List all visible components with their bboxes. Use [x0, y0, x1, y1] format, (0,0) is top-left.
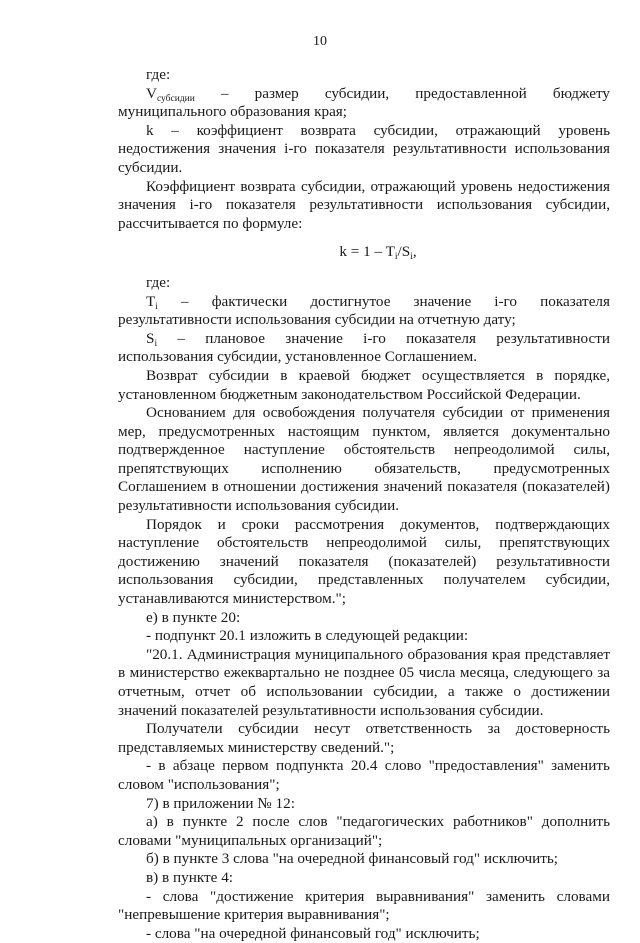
- t-definition-text: – фактически достигнутое значение i-го показателя результативности использования субсидии на отчетную дату;: [118, 292, 610, 329]
- change-criterion-words: - слова "достижение критерия выравнивания" заменить словами "непревышение критерия выравнивания";: [118, 887, 610, 924]
- v-definition: [118, 85, 610, 122]
- s-definition-text: – плановое значение i-го показателя результативности использования субсидии, установленное Соглашением.: [118, 329, 610, 366]
- item-v-point-4: в) в пункте 4:: [146, 868, 234, 886]
- item-a-point-2: а) в пункте 2 после слов "педагогических работников" дополнить словами "муниципальных организаций";: [118, 813, 610, 849]
- paragraph-return-order: Возврат субсидии в краевой бюджет осуществляется в порядке, установленном бюджетным законодательством Российской Федерации.: [118, 366, 610, 403]
- subitem-20-4-change: - в абзаце первом подпункта 20.4 слово "предоставления" заменить словом "использования";: [118, 757, 610, 793]
- formula-part-3: ,: [412, 243, 417, 261]
- item-e-point-20: е) в пункте 20:: [146, 608, 241, 626]
- s-subscript: i: [154, 338, 158, 349]
- subitem-20-1-text: "20.1. Администрация муниципального образования края представляет в министерство ежеквартально не позднее 05 числа месяца, следующего за отчетным, отчет об использовании субсидии, а также о достижении значений показателей результативности использования субсидии.: [118, 645, 610, 719]
- item-b-point-3: б) в пункте 3 слова "на очередной финансовый год" исключить;: [146, 850, 558, 868]
- s-definition: [118, 330, 610, 367]
- recipients-responsibility: Получатели субсидии несут ответственность за достоверность представляемых министерству сведений.";: [118, 720, 610, 756]
- remove-fiscal-year-words: - слова "на очередной финансовый год" исключить;: [146, 924, 480, 942]
- document-body: [118, 66, 610, 943]
- formula-sub-1: i: [394, 252, 398, 263]
- t-definition: [118, 293, 610, 330]
- v-subscript: субсидии: [156, 93, 195, 104]
- coefficient-paragraph: Коэффициент возврата субсидии, отражающий уровень недостижения значения i-го показателя результативности использования субсидии, рассчитывается по формуле:: [118, 177, 610, 232]
- t-symbol: T: [146, 292, 156, 310]
- formula-part-2: /S: [397, 243, 411, 261]
- subitem-20-1-header: - подпункт 20.1 изложить в следующей редакции:: [146, 627, 469, 645]
- formula-sub-2: i: [410, 252, 413, 263]
- k-definition: k – коэффициент возврата субсидии, отражающий уровень недостижения значения i-го показателя результативности использования субсидии.: [118, 121, 610, 176]
- return-coefficient-formula: [118, 243, 610, 262]
- v-definition-text: – размер субсидии, предоставленной бюджету муниципального образования края;: [118, 84, 610, 121]
- item-7-appendix-12: 7) в приложении № 12:: [146, 794, 295, 812]
- paragraph-review-procedure: Порядок и сроки рассмотрения документов, подтверждающих наступление обстоятельств непреодолимой силы, препятствующих достижению значений показателя (показателей) результативности использования субсидии, представленных получателем субсидии, устанавливаются министерством.";: [118, 515, 610, 608]
- formula-part-1: k = 1 – T: [339, 243, 395, 261]
- where-label-2: где:: [146, 273, 171, 291]
- page-number: 10: [313, 34, 327, 49]
- where-label: где:: [146, 66, 171, 83]
- v-symbol: V: [146, 84, 157, 102]
- paragraph-force-majeure: Основанием для освобождения получателя субсидии от применения мер, предусмотренных настоящим пунктом, является документально подтвержденное наступление обстоятельств непреодолимой силы, препятствующих исполнению обязательств, предусмотренных Соглашением в отношении достижения значений показателя (показателей) результативности использования субсидии.: [118, 404, 610, 515]
- t-subscript: i: [155, 301, 158, 312]
- s-symbol: S: [146, 329, 155, 347]
